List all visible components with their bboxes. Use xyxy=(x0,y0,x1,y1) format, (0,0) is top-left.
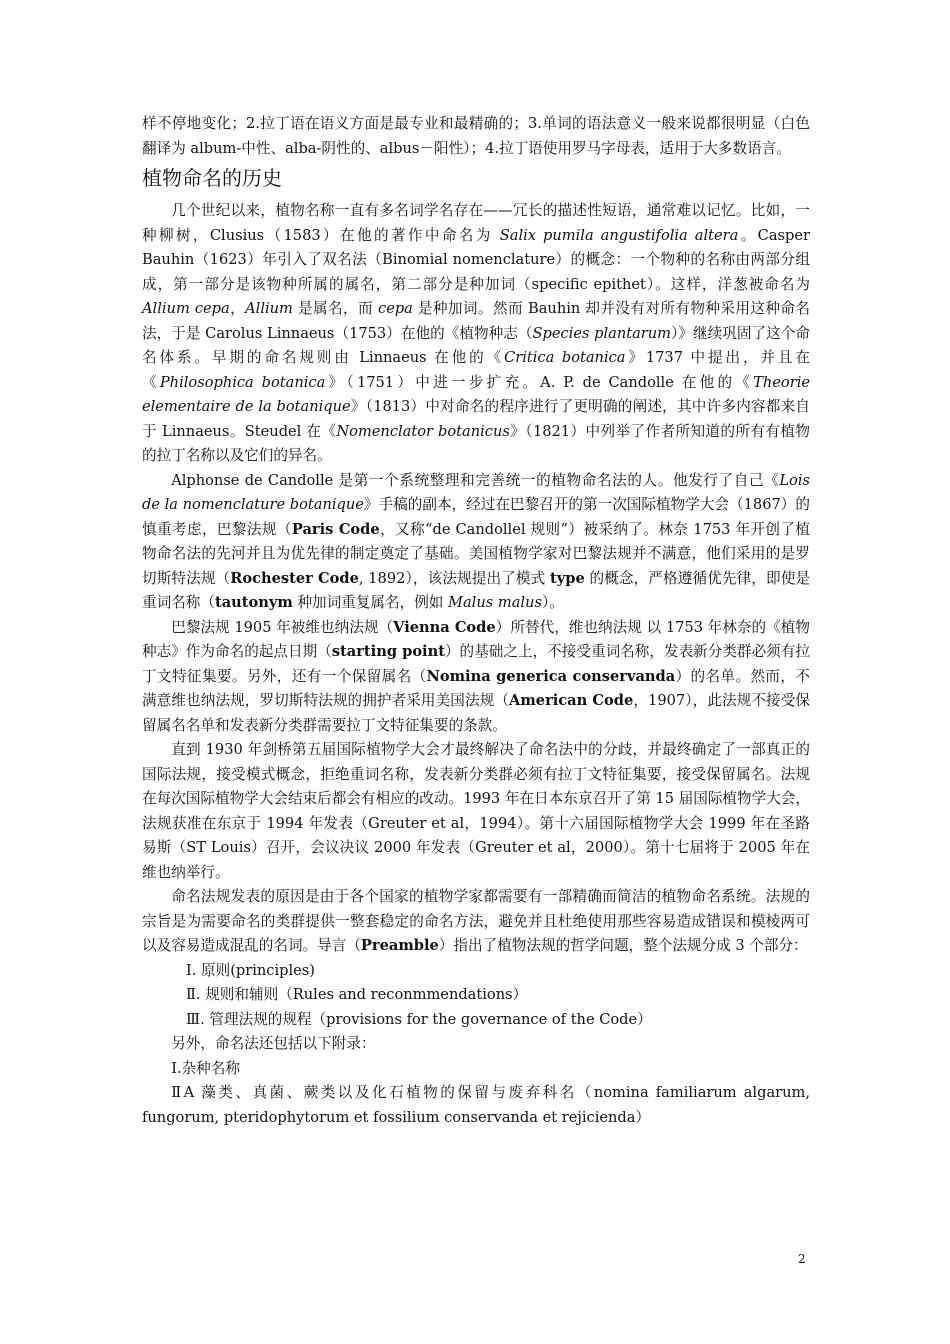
intro-tail-paragraph: 样不停地变化；2.拉丁语在语义方面是最专业和最精确的；3.单词的语法意义一般来说都很明显（白色翻译为 album-中性、alba-阴性的、albus－阳性）；4.拉丁语使用罗马字母表，适用于大多数语言。 xyxy=(142,115,810,157)
paragraph-history-5: 命名法规发表的原因是由于各个国家的植物学家都需要有一部精确而简洁的植物命名系统。法规的宗旨是为需要命名的类群提供一整套稳定的命名方法，避免并且杜绝使用那些容易造成错误和模棱两可以及容易造成混乱的名词。导言（Preamble）指出了植物法规的哲学问题，整个法规分成 3 个部分： xyxy=(142,888,810,954)
list-item-provisions: Ⅲ. 管理法规的规程（provisions for the governance of the Code） xyxy=(186,1010,652,1028)
paragraph-history-1: 几个世纪以来，植物名称一直有多名词学名存在——冗长的描述性短语，通常难以记忆。比如，一种柳树，Clusius（1583）在他的著作中命名为 Salix pumila angustifolia altera。Casper Bauhin（1623）年引入了双名法（Binomial nomenclature）的概念：一个物种的名称由两部分组成，第一部分是该物种所属的属名，第二部分是种加词（specific epithet）。这样，洋葱被命名为 Allium cepa，Allium 是属名，而 cepa 是种加词。然而 Bauhin 却并没有对所有物种采用这种命名法，于是 Carolus Linnaeus（1753）在他的《植物种志（Species plantarum）》继续巩固了这个命名体系。早期的命名规则由 Linnaeus 在他的《Critica botanica》1737 中提出，并且在《Philosophica botanica》（1751）中进一步扩充。A. P. de Candolle 在他的《Theorie elementaire de la botanique》（1813）中对命名的程序进行了更明确的阐述，其中许多内容都来自于 Linnaeus。Steudel 在《Nomenclator botanicus》（1821）中列举了作者所知道的所有有植物的拉丁名称以及它们的异名。 xyxy=(142,202,810,464)
list-item-rules: Ⅱ. 规则和辅则（Rules and reconmmendations） xyxy=(186,986,528,1003)
paragraph-history-2: Alphonse de Candolle 是第一个系统整理和完善统一的植物命名法的人。他发行了自己《Lois de la nomenclature botanique》手稿的副本，经过在巴黎召开的第一次国际植物学大会（1867）的慎重考虑，巴黎法规（Paris Code，又称“de Candollel 规则”）被采纳了。林奈 1753 年开创了植物命名法的先河并且为优先律的制定奠定了基础。美国植物学家对巴黎法规并不满意，他们采用的是罗切斯特法规（Rochester Code, 1892），该法规提出了模式 type 的概念，严格遵循优先律，即使是重词名称（tautonym 种加词重复属名，例如 Malus malus）。 xyxy=(142,471,810,611)
list-item-principles: Ⅰ. 原则(principles) xyxy=(186,961,315,979)
document-body xyxy=(142,112,810,1130)
section-heading: 植物命名的历史 xyxy=(142,166,282,190)
appendix-item-family-names: ⅡA 藻类、真菌、蕨类以及化石植物的保留与废弃科名（nomina familiarum algarum, fungorum, pteridophytorum et fossilium conservanda et rejicienda） xyxy=(142,1084,810,1126)
page-number: 2 xyxy=(798,1252,806,1266)
appendix-item-hybrids: Ⅰ.杂种名称 xyxy=(171,1059,240,1077)
appendix-intro: 另外，命名法还包括以下附录： xyxy=(171,1035,376,1052)
paragraph-history-3: 巴黎法规 1905 年被维也纳法规（Vienna Code）所替代，维也纳法规 以 1753 年林奈的《植物种志》作为命名的起点日期（starting point）的基础之上，不接受重词名称，发表新分类群必须有拉丁文特征集要。另外，还有一个保留属名（Nomina generica conservanda）的名单。然而，不满意维也纳法规，罗切斯特法规的拥护者采用美国法规（American Code，1907），此法规不接受保留属名名单和发表新分类群需要拉丁文特征集要的条款。 xyxy=(142,618,811,734)
paragraph-history-4: 直到 1930 年剑桥第五届国际植物学大会才最终解决了命名法中的分歧，并最终确定了一部真正的国际法规，接受模式概念，拒绝重词名称，发表新分类群必须有拉丁文特征集要，接受保留属名。法规在每次国际植物学大会结束后都会有相应的改动。1993 年在日本东京召开了第 15 届国际植物学大会，法规获准在东京于 1994 年发表（Greuter et al，1994）。第十六届国际植物学大会 1999 年在圣路易斯（ST Louis）召开，会议决议 2000 年发表（Greuter et al，2000）。第十七届将于 2005 年在维也纳举行。 xyxy=(142,741,810,881)
